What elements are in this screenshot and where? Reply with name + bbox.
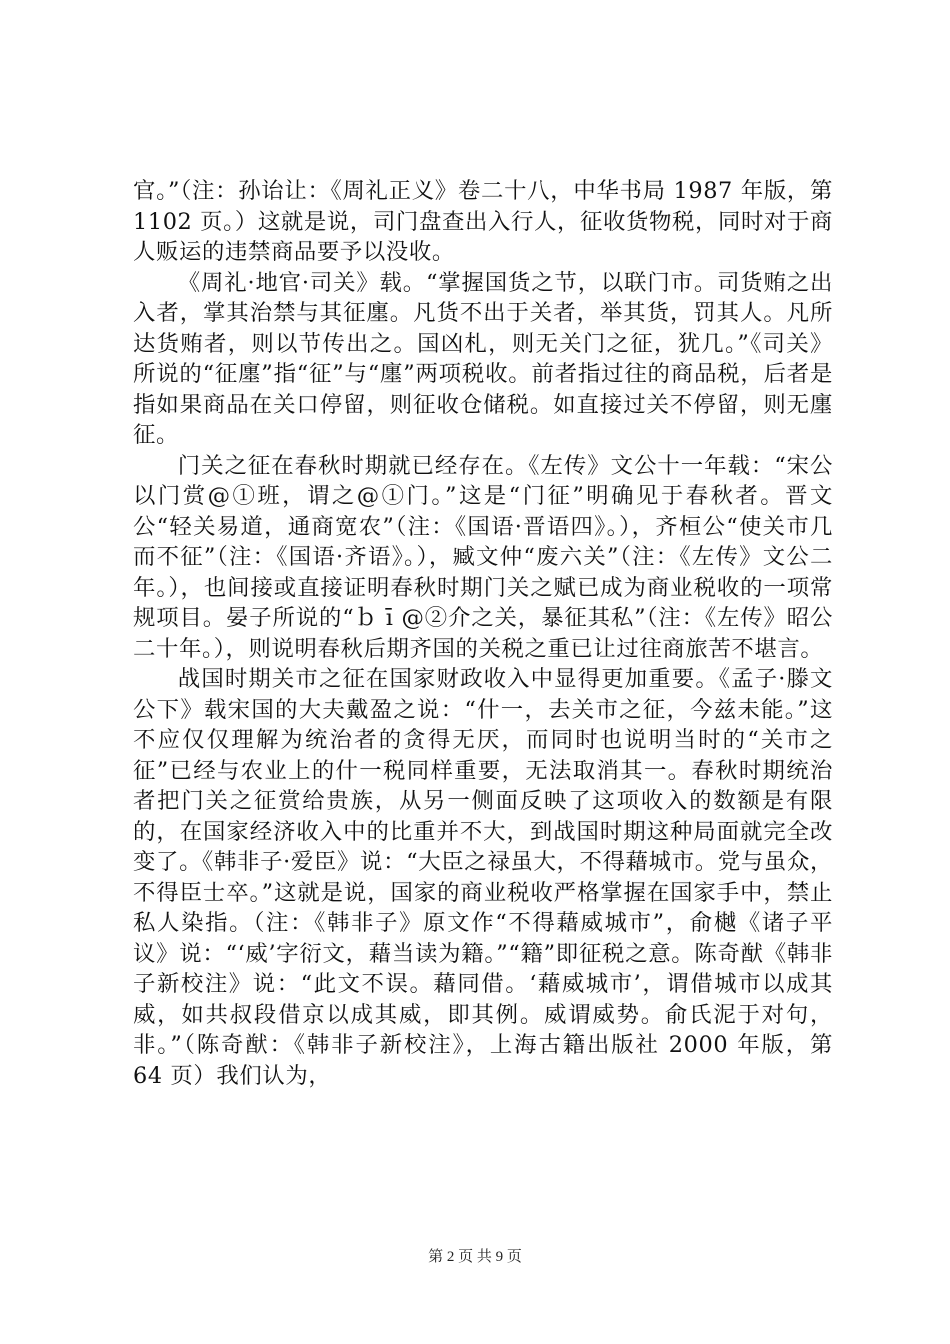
paragraph-3: 门关之征在春秋时期就已经存在。《左传》文公十一年载：“宋公以门赏@①班，谓之@①门。”这是“门征”明确见于春秋者。晋文公“轻关易道，通商宽农”（注：《国语·晋语四》。），齐桓公“使关市几而不征”（注：《国语·齐语》。），臧文仲“废六关”（注：《左传》文公二年。），也间接或直接证明春秋时期门关之赋已成为商业税收的一项常规项目。晏子所说的“ｂ ī @②介之关，暴征其私”（注：《左传》昭公二十年。），则说明春秋后期齐国的关税之重已让过往商旅苦不堪言。	[133, 452, 833, 662]
paragraph-4: 战国时期关市之征在国家财政收入中显得更加重要。《孟子·滕文公下》载宋国的大夫戴盈之说：“什一，去关市之征，今兹未能。”这不应仅仅理解为统治者的贪得无厌，而同时也说明当时的“关市之征”已经与农业上的什一税同样重要，无法取消其一。春秋时期统治者把门关之征赏给贵族，从另一侧面反映了这项收入的数额是有限的，在国家经济收入中的比重并不大，到战国时期这种局面就完全改变了。《韩非子·爱臣》说：“大臣之禄虽大，不得藉城市。党与虽众，不得臣士卒。”这就是说，国家的商业税收严格掌握在国家手中，禁止私人染指。（注：《韩非子》原文作“不得藉威城市”，俞樾《诸子平议》说：“‘威’字衍文，藉当读为籍。”“籍”即征税之意。陈奇猷《韩非子新校注》说：“此文不误。藉同借。‘藉威城市’，谓借城市以成其威，如共叔段借京以成其威，即其例。威谓威势。俞氏泥于对句，非。”（陈奇猷：《韩非子新校注》，上海古籍出版社 2000 年版，第 64 页）我们认为，	[133, 666, 833, 1089]
paragraph-2: 《周礼·地官·司关》载。“掌握国货之节，以联门市。司货贿之出入者，掌其治禁与其征廛。凡货不出于关者，举其货，罚其人。凡所达货贿者，则以节传出之。国凶札，则无关门之征，犹几。”《司关》所说的“征廛”指“征”与“廛”两项税收。前者指过往的商品税，后者是指如果商品在关口停留，则征收仓储税。如直接过关不停留，则无廛征。	[133, 269, 833, 448]
paragraph-1: 官。”（注：孙诒让：《周礼正义》卷二十八，中华书局 1987 年版，第 1102 页。）这就是说，司门盘查出入行人，征收货物税，同时对于商人贩运的违禁商品要予以没收。	[133, 178, 833, 265]
body-text	[133, 176, 833, 1091]
page-footer: 第 2 页 共 9 页	[428, 1249, 522, 1265]
